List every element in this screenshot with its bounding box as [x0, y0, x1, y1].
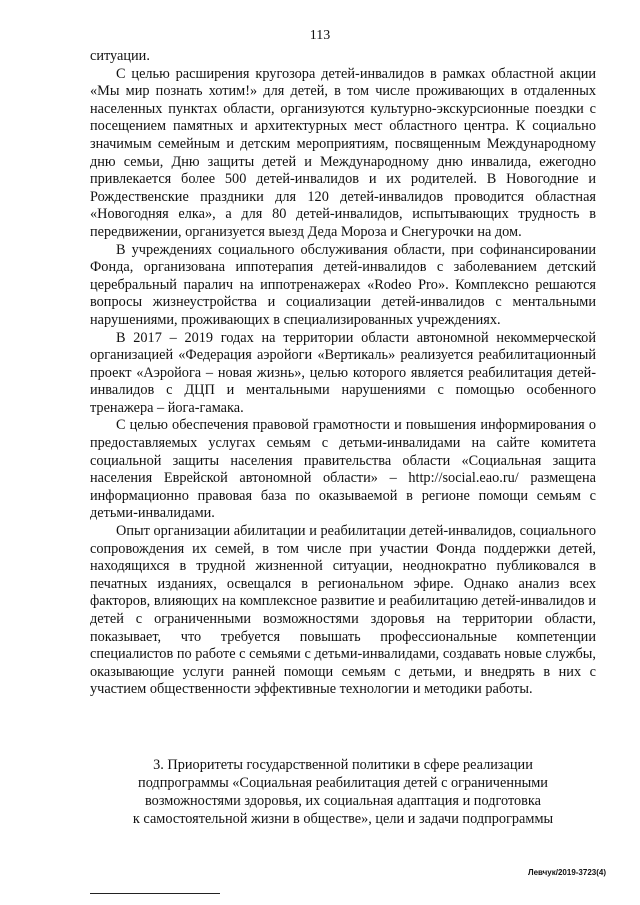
section-heading-line: возможностями здоровья, их социальная адаптация и подготовка [145, 793, 541, 809]
section-heading-line: к самостоятельной жизни в обществе», цели и задачи подпрограммы [132, 811, 554, 827]
footer-divider [90, 893, 220, 894]
paragraph-hippotherapy: В учреждениях социального обслуживания области, при софинансировании Фонда, организована иппотерапия детей-инвалидов с заболеванием детский церебральный паралич на иппотренажерах «Rodeo Pro». Комплексно решаются вопросы жизнеустройства и социализации детей-инвалидов с ментальными нарушениями, проживающих в специализированных учреждениях. [90, 241, 596, 328]
paragraph-legal-info: С целью обеспечения правовой грамотности и повышения информирования о предоставляемых услугах семьям с детьми-инвалидами на сайте комитета социальной защиты населения правительства области «Социальная защита населения Еврейской автономной области» – http://social.eao.ru/ размещена информационно правовая база по оказываемой в регионе помощи семьям с детьми-инвалидами. [90, 417, 596, 522]
body-text [90, 48, 596, 699]
section-heading [90, 756, 596, 828]
paragraph-continuation: ситуации. [90, 48, 150, 64]
document-code: Левчук/2019-3723(4) [527, 868, 606, 877]
paragraph-excursions: С целью расширения кругозора детей-инвалидов в рамках областной акции «Мы мир познать хотим!» для детей, в том числе проживающих в отдаленных населенных пунктах области, организуются культурно-экскурсионные поездки с посещением памятных и архитектурных мест областного центра. К социально значимым семейным и детским мероприятиям, посвященным Международному дню семьи, Дню защиты детей и Международному дню инвалида, ежегодно привлекается более 500 детей-инвалидов и их родителей. В Новогодние и Рождественские праздники для 120 детей-инвалидов проводится областная «Новогодняя елка», а для 80 детей-инвалидов, испытывающих трудность в передвижении, организуется выезд Деда Мороза и Снегурочки на дом. [90, 65, 596, 240]
page-number: 113 [309, 28, 331, 43]
paragraph-aeroyoga: В 2017 – 2019 годах на территории области автономной некоммерческой организацией «Федерация аэройоги «Вертикаль» реализуется реабилитационный проект «Аэройога – новая жизнь», целью которого является реабилитация детей-инвалидов с ДЦП и ментальными нарушениями с помощью особенного тренажера – йога-гамака. [90, 329, 596, 416]
paragraph-experience: Опыт организации абилитации и реабилитации детей-инвалидов, социального сопровождения их семей, в том числе при участии Фонда поддержки детей, находящихся в трудной жизненной ситуации, неоднократно публиковался в печатных изданиях, освещался в региональном эфире. Однако анализ всех факторов, влияющих на комплексное развитие и реабилитацию детей-инвалидов и детей с ограниченными возможностями здоровья на территории области, показывает, что требуется повышать профессиональные компетенции специалистов по работе с семьями с детьми-инвалидами, создавать новые службы, оказывающие услуги ранней помощи семьям с детьми, и внедрять в них с участием общественности эффективные технологии и методики работы. [90, 523, 596, 698]
section-heading-line: подпрограммы «Социальная реабилитация детей с ограниченными [138, 775, 548, 791]
section-heading-line: 3. Приоритеты государственной политики в сфере реализации [153, 757, 533, 773]
